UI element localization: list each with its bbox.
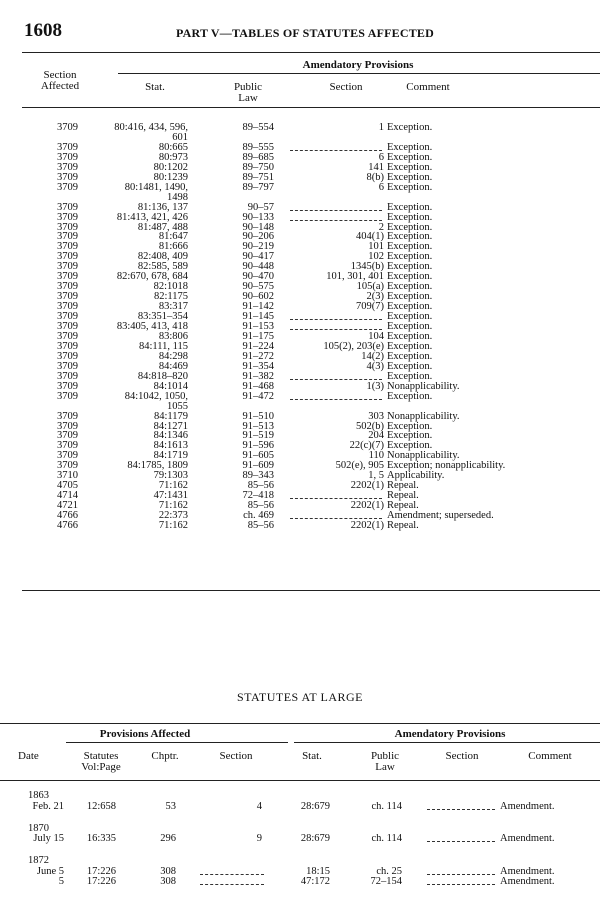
comment-cell: Exception.: [387, 201, 433, 213]
public-law-cell: 90–219: [242, 241, 274, 253]
comment-cell: Exception; nonapplicability.: [387, 460, 506, 472]
section-affected-cell: 3709: [57, 171, 78, 183]
section-affected-cell: 3709: [57, 330, 78, 342]
stat-cell: 82:408, 409: [137, 251, 188, 263]
public-law-cell: 91–153: [242, 321, 274, 332]
section-cell: 2202(1): [350, 480, 384, 492]
comment-cell: Repeal.: [387, 520, 419, 531]
comment-cell: Exception.: [387, 261, 433, 273]
comment-cell: Amendment.: [500, 833, 555, 844]
comment-cell: Exception.: [387, 122, 433, 133]
public-law-cell: 91–145: [242, 311, 274, 323]
t2-col-header-section: Section: [219, 750, 253, 762]
section-affected-cell: 3709: [57, 251, 78, 263]
section-cell: 204: [368, 430, 384, 442]
t2-col-header-section2: Section: [445, 750, 479, 762]
public-law-cell: 90–133: [242, 211, 274, 223]
public-law-cell: 89–343: [242, 470, 274, 482]
section-dash-leader: [290, 379, 382, 380]
year-cell: 1863: [28, 790, 49, 801]
section-affected-cell: 3709: [57, 360, 78, 372]
section-dash-leader: [290, 498, 382, 499]
stat-cell: 80:416, 434, 596,: [114, 122, 188, 133]
section-affected-cell: 3709: [57, 370, 78, 382]
stat-cell: 82:1018: [153, 281, 188, 293]
stat-cell: 83:405, 413, 418: [116, 321, 188, 332]
comment-cell: Exception.: [387, 330, 433, 342]
table2-group-rule-left: [66, 742, 288, 743]
stat-cell: 84:298: [158, 350, 188, 362]
comment-cell: Nonapplicability.: [387, 410, 460, 422]
section2-dash-leader: [427, 809, 495, 810]
table1-group-rule: [118, 73, 600, 74]
table1-header-rule: [22, 107, 600, 108]
section-cell: 6: [378, 181, 384, 193]
section-affected-cell: 3709: [57, 141, 78, 153]
stat-cell: 80:1202: [153, 161, 188, 173]
table2-group-right: Amendatory Provisions: [394, 728, 506, 740]
comment-cell: Exception.: [387, 291, 433, 303]
section-cell: 14(2): [361, 350, 384, 362]
col-header-comment: Comment: [406, 81, 450, 93]
section-cell: 4: [256, 800, 262, 812]
stat-cell: 601: [172, 131, 188, 143]
running-title: PART V—TABLES OF STATUTES AFFECTED: [176, 26, 434, 40]
section-affected-cell: 3709: [57, 261, 78, 273]
public-law-cell: 72–418: [242, 490, 274, 502]
public-law-cell: 85–56: [247, 500, 274, 512]
stat-cell: 84:469: [158, 360, 188, 372]
comment-cell: Exception.: [387, 221, 433, 233]
stat-cell: 81:666: [158, 241, 188, 253]
public-law-cell: 91–354: [242, 360, 274, 372]
table1-bottom-rule: [22, 590, 600, 591]
section-affected-cell: 4721: [57, 500, 78, 512]
public-law-cell: 90–470: [242, 271, 274, 283]
public-law-cell: 91–468: [242, 380, 274, 392]
section-cell: 141: [368, 161, 384, 173]
public-law-cell: 90–417: [242, 251, 274, 263]
public-law-cell: 90–57: [247, 201, 274, 213]
section-cell: 4(3): [366, 360, 384, 372]
col-header-stat: Stat.: [145, 81, 165, 93]
comment-cell: Exception.: [387, 141, 433, 153]
section-affected-cell: 3709: [57, 340, 78, 352]
section-dash-leader: [290, 220, 382, 221]
date-cell: 5: [58, 876, 64, 887]
section-cell: 102: [368, 251, 384, 263]
stat-cell: 83:317: [158, 301, 188, 313]
section-cell: 303: [368, 410, 384, 422]
section-affected-cell: 3709: [57, 241, 78, 253]
section-affected-cell: 3709: [57, 271, 78, 283]
stat-cell: 28:679: [300, 833, 330, 844]
section-cell: 22(c)(7): [349, 440, 384, 452]
comment-cell: Exception.: [387, 350, 433, 362]
stat-cell: 80:665: [158, 141, 188, 153]
stat-cell: 79:1303: [153, 470, 188, 482]
table2-top-rule: [0, 723, 600, 724]
t2-col-header-public-law-l1: Public: [370, 750, 400, 762]
stat-cell: 84:1179: [153, 410, 188, 422]
public-law-cell: 90–148: [242, 221, 274, 233]
public-law-cell: 89–797: [242, 181, 274, 193]
section-dash-leader: [290, 210, 382, 211]
comment-cell: Exception.: [387, 151, 433, 163]
stat-cell: 18:15: [306, 865, 330, 877]
stat-cell: 81:487, 488: [137, 221, 188, 233]
comment-cell: Exception.: [387, 181, 433, 193]
public-law-cell: 91–609: [242, 460, 274, 472]
stat-cell: 84:1042, 1050,: [124, 390, 188, 402]
section-cell: 1345(b): [350, 261, 384, 273]
stat-cell: 28:679: [300, 800, 330, 812]
chptr-cell: 296: [160, 833, 176, 844]
section-affected-cell: 3709: [57, 390, 78, 402]
col-header-public-law: [222, 82, 274, 104]
date-cell: June 5: [36, 865, 64, 877]
section-cell: 1: [378, 122, 384, 133]
public-law-cell: 89–751: [242, 171, 274, 183]
stat-cell: 82:670, 678, 684: [116, 271, 188, 283]
comment-cell: Exception.: [387, 281, 433, 293]
comment-cell: Exception.: [387, 340, 433, 352]
stat-cell: 84:1271: [153, 420, 188, 432]
section-affected-cell: 3709: [57, 181, 78, 193]
stat-cell: 71:162: [158, 480, 188, 492]
section-cell: 2(3): [366, 291, 384, 303]
comment-cell: Exception.: [387, 251, 433, 263]
t2-col-header-statutes-l2: Vol:Page: [81, 761, 121, 773]
comment-cell: Amendment.: [500, 865, 555, 877]
section-affected-cell: 4705: [57, 480, 78, 492]
section-affected-cell: 3709: [57, 201, 78, 213]
chptr-cell: 308: [160, 876, 176, 887]
comment-cell: Exception.: [387, 440, 433, 452]
section2-dash-leader: [427, 841, 495, 842]
col-header-public-law-l2: Law: [238, 92, 258, 104]
section-cell: 101: [368, 241, 384, 253]
section-affected-cell: 3709: [57, 161, 78, 173]
public-law-cell: ch. 114: [371, 800, 402, 812]
public-law-cell: 91–472: [242, 390, 274, 402]
comment-cell: Exception.: [387, 271, 433, 283]
section-cell: 709(7): [356, 301, 384, 313]
section-affected-cell: 3710: [57, 470, 78, 482]
section-affected-cell: 3709: [57, 281, 78, 293]
section-cell: 9: [256, 833, 262, 844]
section-cell: 2202(1): [350, 500, 384, 512]
public-law-cell: 91–272: [242, 350, 274, 362]
stat-cell: 84:1785, 1809: [127, 460, 188, 472]
comment-cell: Amendment; superseded.: [387, 510, 494, 522]
t2-col-header-public-law-l2: Law: [375, 761, 395, 773]
comment-cell: Exception.: [387, 161, 433, 173]
section-dash-leader: [290, 399, 382, 400]
col-header-section-affected-l1: Section: [43, 69, 77, 81]
section-dash-leader: [290, 319, 382, 320]
comment-cell: Exception.: [387, 311, 433, 323]
section-affected-cell: 3709: [57, 380, 78, 392]
public-law-cell: ch. 114: [371, 833, 402, 844]
stat-cell: 82:585, 589: [137, 261, 188, 273]
comment-cell: Exception.: [387, 420, 433, 432]
section-cell: 502(e), 905: [335, 460, 384, 472]
comment-cell: Exception.: [387, 370, 433, 382]
public-law-cell: 91–519: [242, 430, 274, 442]
stat-cell: 81:413, 421, 426: [116, 211, 188, 223]
statutes-cell: 16:335: [86, 833, 116, 844]
stat-cell: 81:647: [158, 231, 188, 243]
t2-col-header-date: Date: [18, 750, 39, 762]
public-law-cell: 89–750: [242, 161, 274, 173]
col-header-section: Section: [329, 81, 363, 93]
section2-dash-leader: [427, 874, 495, 875]
comment-cell: Applicability.: [387, 470, 445, 482]
stat-cell: 84:111, 115: [139, 340, 188, 352]
section-affected-cell: 3709: [57, 430, 78, 442]
public-law-cell: 89–555: [242, 141, 274, 153]
section-dash-leader: [290, 150, 382, 151]
t2-col-header-public-law: [360, 751, 410, 773]
section-affected-cell: 3709: [57, 350, 78, 362]
stat-cell: 22:373: [158, 510, 188, 522]
stat-cell: 71:162: [158, 520, 188, 531]
section-cell: 6: [378, 151, 384, 163]
section-affected-cell: 4766: [57, 520, 78, 531]
comment-cell: Nonapplicability.: [387, 450, 460, 462]
comment-cell: Exception.: [387, 241, 433, 253]
date-cell: Feb. 21: [32, 800, 64, 812]
chptr-cell: 308: [160, 865, 176, 877]
public-law-cell: 85–56: [247, 520, 274, 531]
table2-header-rule: [0, 780, 600, 781]
stat-cell: 1055: [167, 400, 188, 412]
statutes-cell: 12:658: [86, 800, 116, 812]
section-affected-cell: 3709: [57, 221, 78, 233]
date-cell: July 15: [33, 833, 64, 844]
table2-group-rule-right: [294, 742, 600, 743]
table2-group-left: Provisions Affected: [99, 728, 191, 740]
comment-cell: Exception.: [387, 301, 433, 313]
public-law-cell: 91–224: [242, 340, 274, 352]
stat-cell: 80:973: [158, 151, 188, 163]
stat-cell: 84:818–820: [137, 370, 188, 382]
section-affected-cell: 3709: [57, 301, 78, 313]
statutes-at-large-title: STATUTES AT LARGE: [237, 690, 363, 704]
section-cell: 1(3): [366, 380, 384, 392]
year-cell: 1870: [28, 822, 49, 834]
comment-cell: Repeal.: [387, 500, 419, 512]
comment-cell: Amendment.: [500, 800, 555, 812]
section-affected-cell: 3709: [57, 440, 78, 452]
comment-cell: Exception.: [387, 171, 433, 183]
section-affected-cell: 3709: [57, 450, 78, 462]
public-law-cell: 91–142: [242, 301, 274, 313]
stat-cell: 80:1239: [153, 171, 188, 183]
public-law-cell: 72–154: [370, 876, 402, 887]
public-law-cell: 89–554: [242, 122, 274, 133]
public-law-cell: 91–175: [242, 330, 274, 342]
section-affected-cell: 3709: [57, 311, 78, 323]
public-law-cell: 90–602: [242, 291, 274, 303]
comment-cell: Exception.: [387, 360, 433, 372]
stat-cell: 81:136, 137: [137, 201, 188, 213]
public-law-cell: 91–382: [242, 370, 274, 382]
stat-cell: 83:351–354: [137, 311, 188, 323]
stat-cell: 83:806: [158, 330, 188, 342]
page-number: 1608: [24, 20, 62, 41]
comment-cell: Exception.: [387, 390, 433, 402]
public-law-cell: 89–685: [242, 151, 274, 163]
section-affected-cell: 3709: [57, 420, 78, 432]
t2-col-header-chptr: Chptr.: [151, 750, 179, 762]
section-affected-cell: 3709: [57, 122, 78, 133]
section-affected-cell: 3709: [57, 321, 78, 332]
public-law-cell: 90–206: [242, 231, 274, 243]
statutes-cell: 17:226: [86, 865, 116, 877]
public-law-cell: 90–448: [242, 261, 274, 273]
t2-col-header-statutes: [70, 751, 132, 773]
col-header-section-affected-l2: Affected: [40, 80, 80, 92]
section-cell: 8(b): [366, 171, 384, 183]
comment-cell: Exception.: [387, 211, 433, 223]
comment-cell: Repeal.: [387, 480, 419, 492]
comment-cell: Exception.: [387, 231, 433, 243]
public-law-cell: 90–575: [242, 281, 274, 293]
section-affected-cell: 3709: [57, 211, 78, 223]
section-cell: 104: [368, 330, 384, 342]
stat-cell: 84:1719: [153, 450, 188, 462]
public-law-cell: ch. 25: [376, 865, 402, 877]
statutes-cell: 17:226: [86, 876, 116, 887]
t2-col-header-statutes-l1: Statutes: [83, 750, 119, 762]
section-affected-cell: 3709: [57, 151, 78, 163]
section-cell: 101, 301, 401: [326, 271, 384, 283]
stat-cell: 82:1175: [153, 291, 188, 303]
section-affected-cell: 3709: [57, 410, 78, 422]
section-cell: 2: [378, 221, 384, 233]
stat-cell: 80:1481, 1490,: [124, 181, 188, 193]
comment-cell: Amendment.: [500, 876, 555, 887]
section-affected-cell: 3709: [57, 460, 78, 472]
public-law-cell: ch. 469: [243, 510, 274, 522]
stat-cell: 47:172: [300, 876, 330, 887]
section-cell: 2202(1): [350, 520, 384, 531]
comment-cell: Nonapplicability.: [387, 380, 460, 392]
chptr-cell: 53: [165, 800, 176, 812]
section2-dash-leader: [427, 884, 495, 885]
section-affected-cell: 4714: [57, 490, 78, 502]
stat-cell: 84:1014: [153, 380, 188, 392]
section-cell: 110: [368, 450, 384, 462]
col-header-section-affected: [26, 70, 94, 92]
section-cell: 105(a): [356, 281, 384, 293]
col-header-public-law-l1: Public: [233, 81, 263, 93]
year-cell: 1872: [28, 855, 49, 866]
section-cell: 1, 5: [368, 470, 384, 482]
section-dash-leader: [200, 874, 264, 875]
t2-col-header-stat: Stat.: [302, 750, 322, 762]
section-affected-cell: 3709: [57, 231, 78, 243]
comment-cell: Repeal.: [387, 490, 419, 502]
stat-cell: 84:1346: [153, 430, 188, 442]
comment-cell: Exception.: [387, 321, 433, 332]
t2-col-header-comment: Comment: [528, 750, 572, 762]
section-dash-leader: [200, 884, 264, 885]
stat-cell: 71:162: [158, 500, 188, 512]
table1-top-rule: [22, 52, 600, 53]
section-affected-cell: 3709: [57, 291, 78, 303]
stat-cell: 1498: [167, 191, 188, 203]
public-law-cell: 91–605: [242, 450, 274, 462]
table1-group-header: Amendatory Provisions: [302, 59, 414, 71]
stat-cell: 84:1613: [153, 440, 188, 452]
stat-cell: 47:1431: [153, 490, 188, 502]
section-dash-leader: [290, 329, 382, 330]
section-cell: 502(b): [356, 420, 384, 432]
section-dash-leader: [290, 518, 382, 519]
section-cell: 105(2), 203(e): [323, 340, 384, 352]
public-law-cell: 85–56: [247, 480, 274, 492]
section-affected-cell: 4766: [57, 510, 78, 522]
public-law-cell: 91–513: [242, 420, 274, 432]
section-cell: 404(1): [356, 231, 384, 243]
comment-cell: Exception.: [387, 430, 433, 442]
public-law-cell: 91–596: [242, 440, 274, 452]
public-law-cell: 91–510: [242, 410, 274, 422]
